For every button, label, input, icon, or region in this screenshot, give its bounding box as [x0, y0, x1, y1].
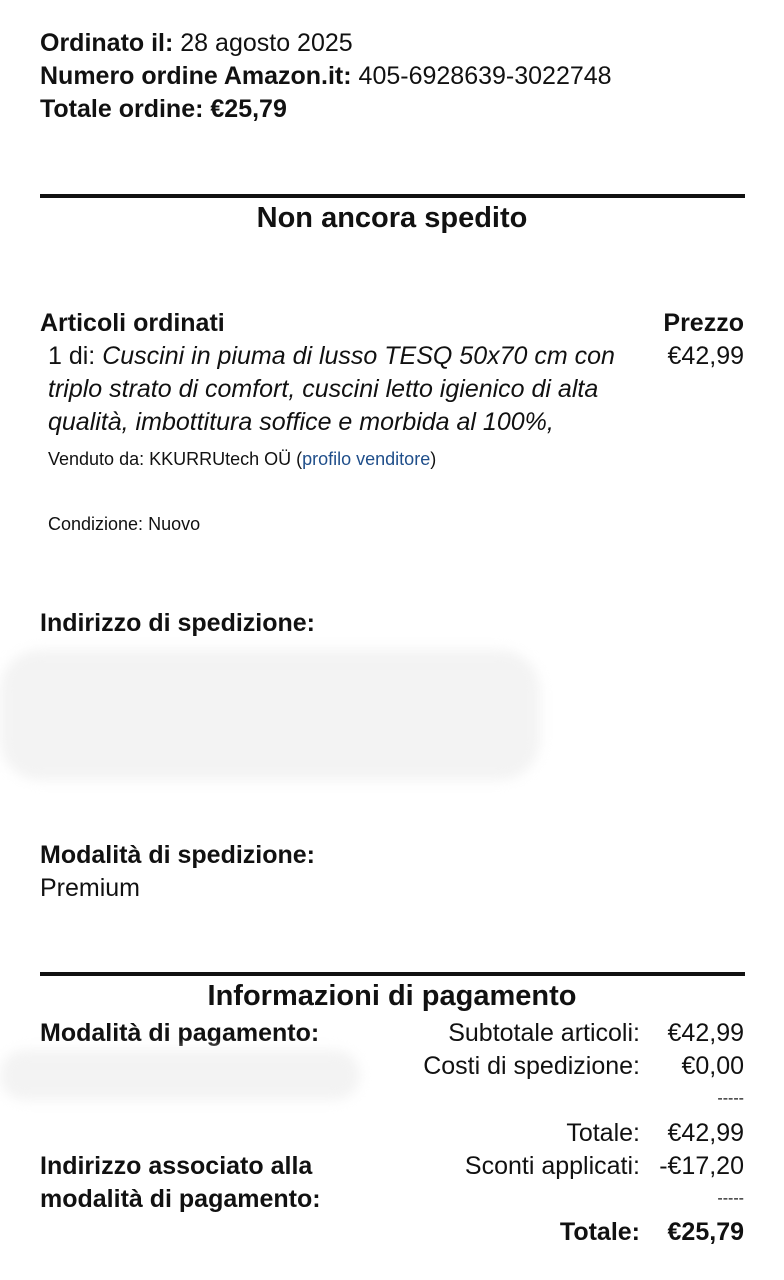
billing-address-label-1: Indirizzo associato alla	[40, 1152, 313, 1180]
item-qty: 1 di:	[48, 342, 96, 370]
items-header: Articoli ordinati	[40, 309, 225, 337]
grand-total-value: €25,79	[667, 1218, 744, 1246]
divider-payment	[40, 972, 745, 976]
price-header: Prezzo	[663, 309, 744, 337]
order-number-label: Numero ordine Amazon.it:	[40, 62, 352, 90]
shipping-address-label: Indirizzo di spedizione:	[40, 609, 315, 637]
billing-address-label-2: modalità di pagamento:	[40, 1185, 321, 1213]
separator-1: -----	[717, 1090, 744, 1107]
subtotal-label: Subtotale articoli:	[448, 1019, 640, 1047]
item-sold-by	[48, 449, 752, 470]
order-number-value: 405-6928639-3022748	[358, 62, 612, 90]
subtotal-value: €42,99	[667, 1019, 744, 1047]
item-title-line-3: qualità, imbottitura soffice e morbida al 100%,	[48, 408, 554, 436]
item-title-line-2: triplo strato di comfort, cuscini letto igienico di alta	[48, 375, 599, 403]
shipment-status-title: Non ancora spedito	[256, 202, 528, 234]
shipping-method-label: Modalità di spedizione:	[40, 841, 316, 869]
discount-value: -€17,20	[659, 1152, 744, 1180]
redacted-payment-method	[0, 1050, 360, 1100]
shipping-cost-value: €0,00	[681, 1052, 744, 1080]
item-condition: Condizione: Nuovo	[48, 514, 201, 534]
order-total-value: €25,79	[210, 95, 287, 123]
seller-profile-link[interactable]: profilo venditore	[302, 449, 431, 469]
divider-top	[40, 194, 745, 198]
order-number	[40, 62, 744, 91]
item-price: €42,99	[667, 342, 744, 370]
total-label: Totale:	[566, 1119, 640, 1147]
total-value: €42,99	[667, 1119, 744, 1147]
order-date	[40, 29, 744, 58]
order-total	[40, 95, 744, 124]
item-title-line-1: Cuscini in piuma di lusso TESQ 50x70 cm con	[102, 342, 615, 370]
shipping-cost-label: Costi di spedizione:	[423, 1052, 640, 1080]
shipping-method-value: Premium	[40, 874, 141, 902]
sold-by-label: Venduto da: KKURRUtech OÜ (	[48, 449, 303, 469]
payment-title: Informazioni di pagamento	[207, 980, 577, 1012]
order-date-label: Ordinato il:	[40, 29, 174, 57]
separator-2: -----	[717, 1190, 744, 1207]
discount-label: Sconti applicati:	[464, 1152, 640, 1180]
grand-total-label: Totale:	[559, 1218, 640, 1246]
sold-by-close: )	[430, 449, 437, 469]
order-total-label: Totale ordine:	[40, 95, 204, 123]
order-date-value: 28 agosto 2025	[180, 29, 353, 57]
payment-method-label: Modalità di pagamento:	[40, 1019, 320, 1047]
redacted-address-block	[0, 650, 540, 780]
